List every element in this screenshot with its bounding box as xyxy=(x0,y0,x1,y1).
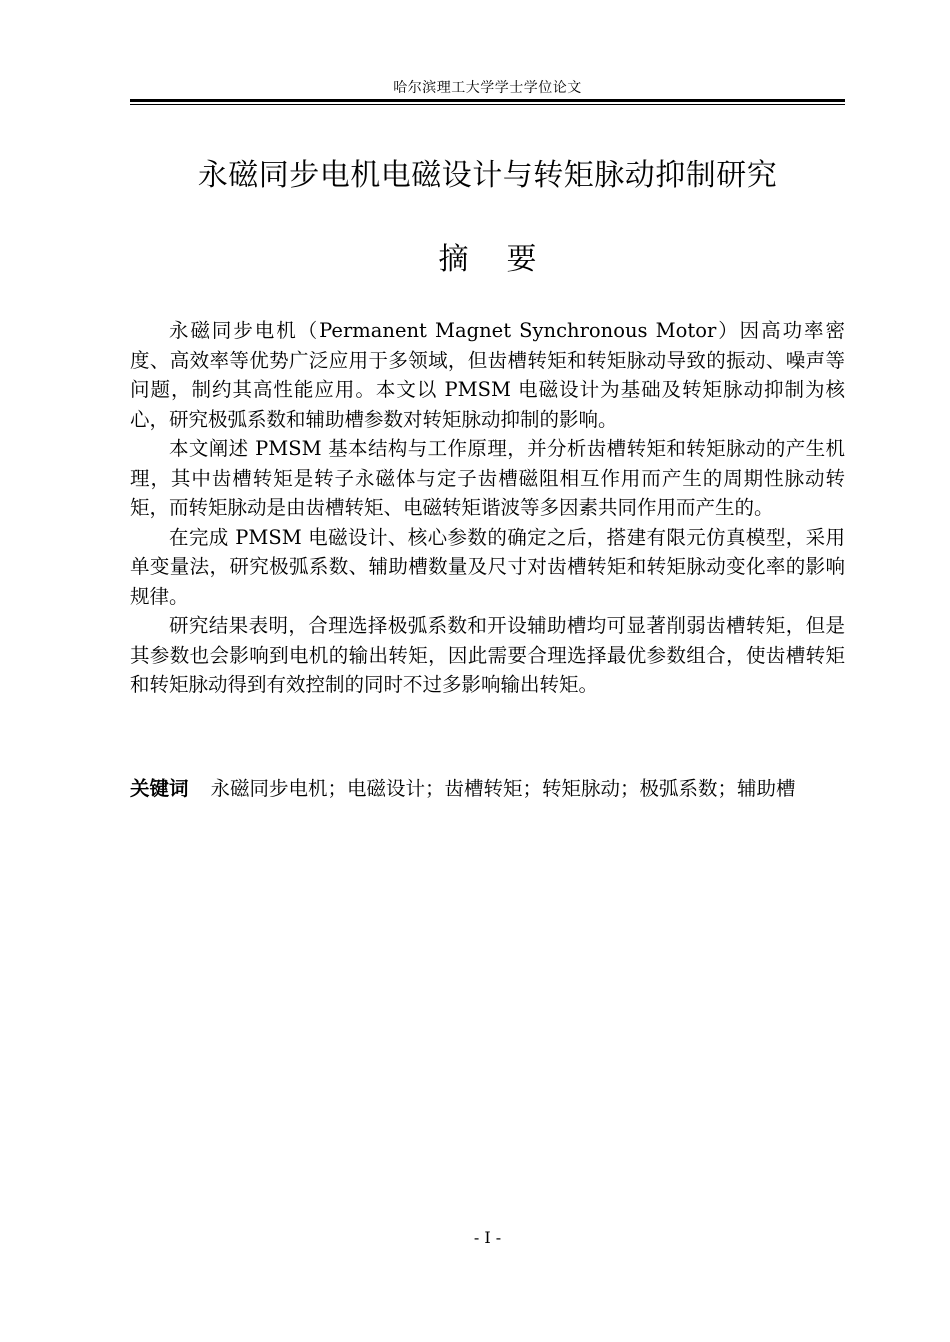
thesis-title: 永磁同步电机电磁设计与转矩脉动抑制研究 xyxy=(197,158,778,193)
abstract-heading: 摘要 xyxy=(438,242,575,277)
abstract-paragraph-4: 研究结果表明，合理选择极弧系数和开设辅助槽均可显著削弱齿槽转矩，但是其参数也会影响到电机的输出转矩，因此需要合理选择最优参数组合，使齿槽转矩和转矩脉动得到有效控制的同时不过多影响输出转矩。 xyxy=(130,614,845,696)
keywords-label: 关键词 xyxy=(130,777,189,800)
running-header: 哈尔滨理工大学学士学位论文 xyxy=(393,80,582,96)
abstract-body xyxy=(130,316,845,700)
header-rule-thick xyxy=(130,99,845,102)
abstract-paragraph-3: 在完成 PMSM 电磁设计、核心参数的确定之后，搭建有限元仿真模型，采用单变量法，研究极弧系数、辅助槽数量及尺寸对齿槽转矩和转矩脉动变化率的影响规律。 xyxy=(130,525,845,608)
keywords-line xyxy=(130,774,845,804)
header-rule-thin xyxy=(130,104,845,105)
page-number: - I - xyxy=(473,1228,502,1247)
abstract-paragraph-2: 本文阐述 PMSM 基本结构与工作原理，并分析齿槽转矩和转矩脉动的产生机理，其中齿槽转矩是转子永磁体与定子齿槽磁阻相互作用而产生的周期性脉动转矩，而转矩脉动是由齿槽转矩、电磁转矩谐波等多因素共同作用而产生的。 xyxy=(130,437,845,519)
abstract-paragraph-1: 永磁同步电机（Permanent Magnet Synchronous Motor）因高功率密度、高效率等优势广泛应用于多领域，但齿槽转矩和转矩脉动导致的振动、噪声等问题，制约其高性能应用。本文以 PMSM 电磁设计为基础及转矩脉动抑制为核心，研究极弧系数和辅助槽参数对转矩脉动抑制的影响。 xyxy=(130,319,845,431)
keywords-text: 永磁同步电机；电磁设计；齿槽转矩；转矩脉动；极弧系数；辅助槽 xyxy=(210,777,796,800)
